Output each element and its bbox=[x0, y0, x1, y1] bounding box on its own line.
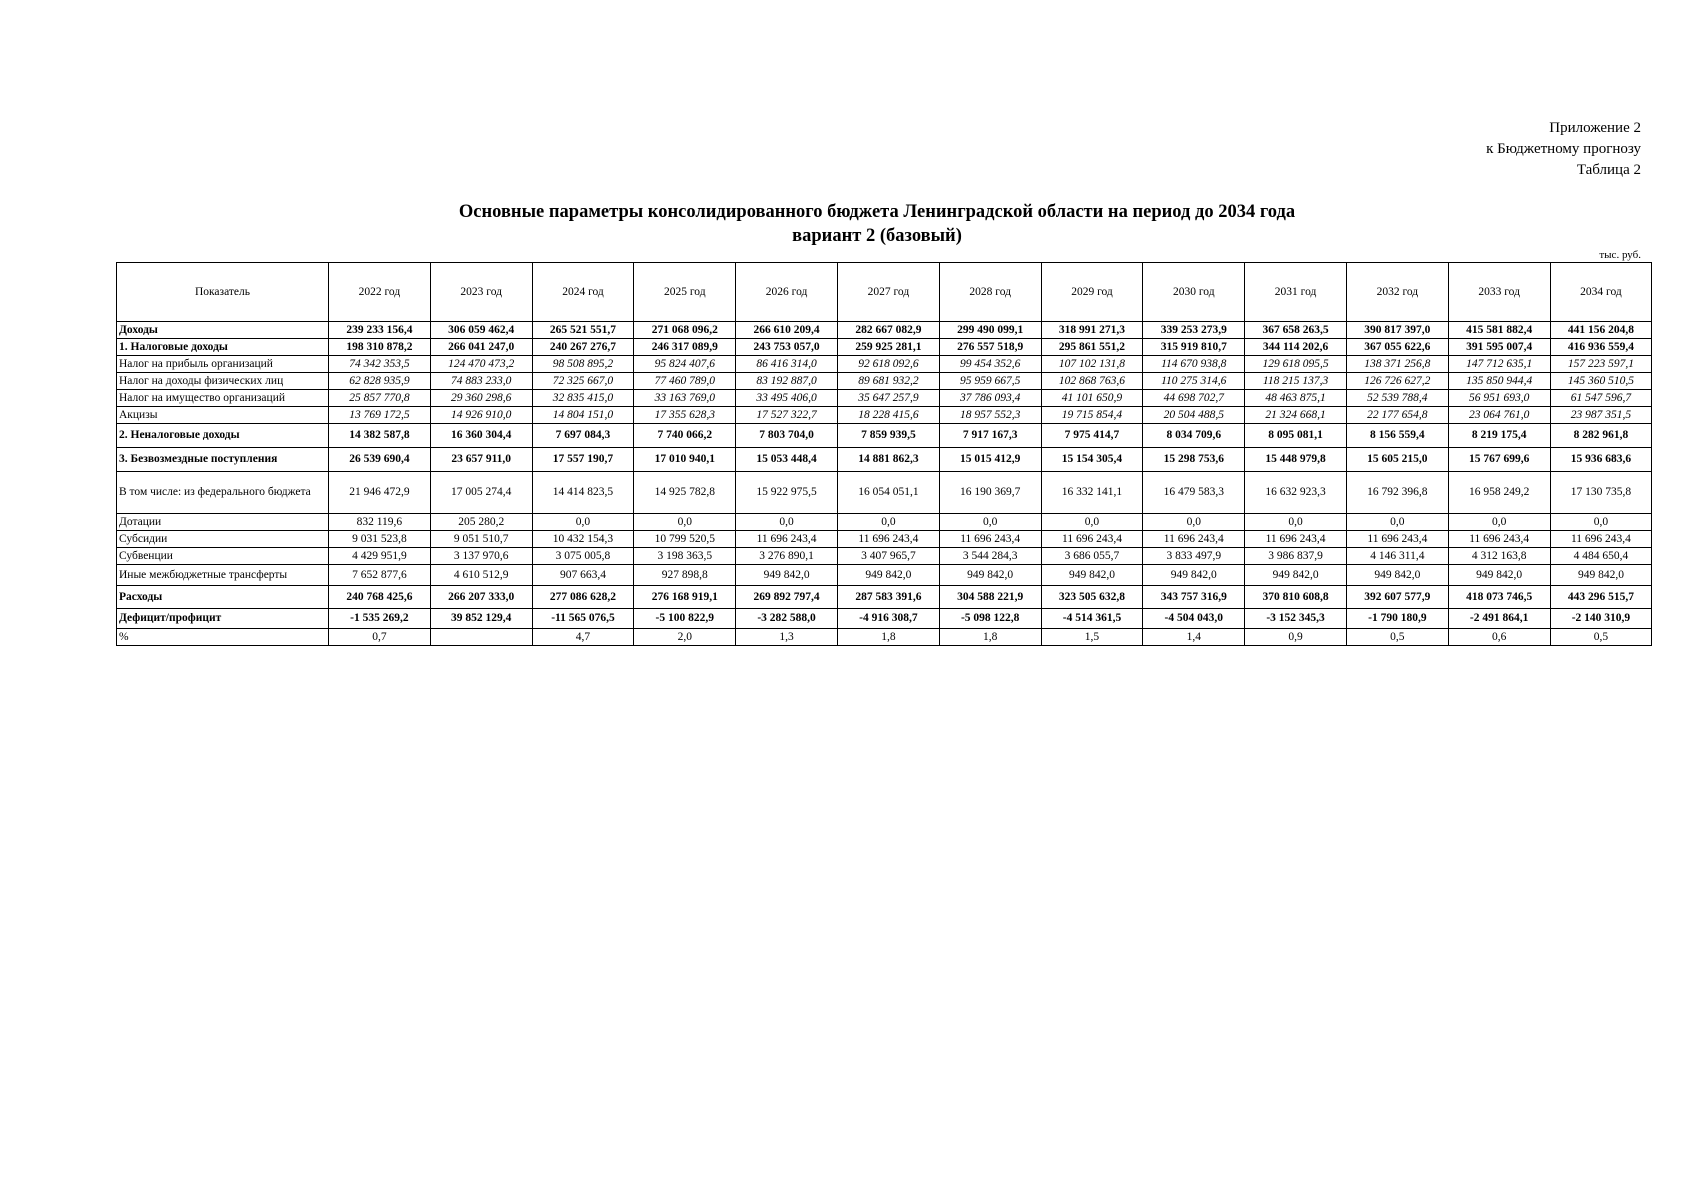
table-cell: -2 491 864,1 bbox=[1448, 609, 1550, 629]
table-cell: 16 360 304,4 bbox=[430, 424, 532, 448]
table-cell: 0,0 bbox=[1041, 514, 1143, 531]
table-cell: 907 663,4 bbox=[532, 565, 634, 586]
table-cell: 0,0 bbox=[837, 514, 939, 531]
table-cell: 8 034 709,6 bbox=[1143, 424, 1245, 448]
table-cell: 92 618 092,6 bbox=[837, 356, 939, 373]
table-cell: 8 219 175,4 bbox=[1448, 424, 1550, 448]
table-cell: 15 605 215,0 bbox=[1346, 448, 1448, 472]
table-cell: 4 484 650,4 bbox=[1550, 548, 1652, 565]
table-cell: 124 470 473,2 bbox=[430, 356, 532, 373]
table-row bbox=[117, 586, 1652, 609]
table-cell: 339 253 273,9 bbox=[1143, 322, 1245, 339]
table-cell: 0,0 bbox=[1550, 514, 1652, 531]
table-cell: 7 917 167,3 bbox=[939, 424, 1041, 448]
table-cell: 927 898,8 bbox=[634, 565, 736, 586]
table-cell: 56 951 693,0 bbox=[1448, 390, 1550, 407]
table-cell: 0,9 bbox=[1245, 629, 1347, 646]
table-cell: 271 068 096,2 bbox=[634, 322, 736, 339]
table-cell: 114 670 938,8 bbox=[1143, 356, 1245, 373]
table-cell: 11 696 243,4 bbox=[1143, 531, 1245, 548]
table-cell: 107 102 131,8 bbox=[1041, 356, 1143, 373]
table-cell: -11 565 076,5 bbox=[532, 609, 634, 629]
table-cell: -4 514 361,5 bbox=[1041, 609, 1143, 629]
table-cell: 4 312 163,8 bbox=[1448, 548, 1550, 565]
table-cell: 135 850 944,4 bbox=[1448, 373, 1550, 390]
table-cell: 33 163 769,0 bbox=[634, 390, 736, 407]
table-cell: -2 140 310,9 bbox=[1550, 609, 1652, 629]
table-cell: 304 588 221,9 bbox=[939, 586, 1041, 609]
table-cell: 4 146 311,4 bbox=[1346, 548, 1448, 565]
column-header-year: 2027 год bbox=[837, 263, 939, 322]
row-label: Субвенции bbox=[117, 548, 329, 565]
table-cell: 4 610 512,9 bbox=[430, 565, 532, 586]
column-header-year: 2026 год bbox=[736, 263, 838, 322]
table-cell: 7 975 414,7 bbox=[1041, 424, 1143, 448]
table-cell: 949 842,0 bbox=[1550, 565, 1652, 586]
column-header-year: 2032 год bbox=[1346, 263, 1448, 322]
table-cell: 52 539 788,4 bbox=[1346, 390, 1448, 407]
table-cell: 41 101 650,9 bbox=[1041, 390, 1143, 407]
table-cell: 17 527 322,7 bbox=[736, 407, 838, 424]
table-cell: 4,7 bbox=[532, 629, 634, 646]
table-cell: 269 892 797,4 bbox=[736, 586, 838, 609]
table-cell: 10 799 520,5 bbox=[634, 531, 736, 548]
table-cell: 198 310 878,2 bbox=[329, 339, 431, 356]
table-cell: 17 010 940,1 bbox=[634, 448, 736, 472]
column-header-year: 2034 год bbox=[1550, 263, 1652, 322]
title-line: Основные параметры консолидированного бюджета Ленинградской области на период до 2034 года bbox=[458, 202, 1296, 222]
title-line: вариант 2 (базовый) bbox=[792, 226, 962, 246]
table-cell: 1,5 bbox=[1041, 629, 1143, 646]
table-row bbox=[117, 472, 1652, 514]
row-label: % bbox=[117, 629, 329, 646]
table-cell: 416 936 559,4 bbox=[1550, 339, 1652, 356]
table-cell: 74 883 233,0 bbox=[430, 373, 532, 390]
table-cell: 0,0 bbox=[1143, 514, 1245, 531]
row-label: Налог на прибыль организаций bbox=[117, 356, 329, 373]
table-cell: 26 539 690,4 bbox=[329, 448, 431, 472]
table-cell: 3 686 055,7 bbox=[1041, 548, 1143, 565]
table-cell: 949 842,0 bbox=[1346, 565, 1448, 586]
table-cell: 8 156 559,4 bbox=[1346, 424, 1448, 448]
column-header-year: 2024 год bbox=[532, 263, 634, 322]
table-cell: 240 768 425,6 bbox=[329, 586, 431, 609]
table-cell: 44 698 702,7 bbox=[1143, 390, 1245, 407]
table-cell: 3 986 837,9 bbox=[1245, 548, 1347, 565]
table-cell: 265 521 551,7 bbox=[532, 322, 634, 339]
table-cell: 15 767 699,6 bbox=[1448, 448, 1550, 472]
row-label: Иные межбюджетные трансферты bbox=[117, 565, 329, 586]
table-cell: 33 495 406,0 bbox=[736, 390, 838, 407]
table-cell: 4 429 951,9 bbox=[329, 548, 431, 565]
table-header-row bbox=[117, 263, 1652, 322]
table-cell bbox=[430, 629, 532, 646]
table-cell: 14 881 862,3 bbox=[837, 448, 939, 472]
table-cell: 1,8 bbox=[939, 629, 1041, 646]
table-cell: 7 859 939,5 bbox=[837, 424, 939, 448]
table-cell: 0,0 bbox=[1346, 514, 1448, 531]
column-header-year: 2033 год bbox=[1448, 263, 1550, 322]
table-cell: 10 432 154,3 bbox=[532, 531, 634, 548]
table-cell: 205 280,2 bbox=[430, 514, 532, 531]
table-cell: 23 987 351,5 bbox=[1550, 407, 1652, 424]
table-cell: 35 647 257,9 bbox=[837, 390, 939, 407]
table-row bbox=[117, 322, 1652, 339]
table-cell: 39 852 129,4 bbox=[430, 609, 532, 629]
table-cell: -3 152 345,3 bbox=[1245, 609, 1347, 629]
table-cell: -5 100 822,9 bbox=[634, 609, 736, 629]
table-cell: 344 114 202,6 bbox=[1245, 339, 1347, 356]
table-cell: 3 407 965,7 bbox=[837, 548, 939, 565]
appendix-line: Приложение 2 bbox=[1549, 120, 1641, 136]
table-cell: 299 490 099,1 bbox=[939, 322, 1041, 339]
table-cell: 949 842,0 bbox=[1041, 565, 1143, 586]
table-cell: 29 360 298,6 bbox=[430, 390, 532, 407]
table-row bbox=[117, 609, 1652, 629]
table-cell: 15 154 305,4 bbox=[1041, 448, 1143, 472]
table-cell: 287 583 391,6 bbox=[837, 586, 939, 609]
row-label: В том числе: из федерального бюджета bbox=[117, 472, 329, 514]
table-cell: -4 504 043,0 bbox=[1143, 609, 1245, 629]
table-cell: 949 842,0 bbox=[1143, 565, 1245, 586]
table-cell: 89 681 932,2 bbox=[837, 373, 939, 390]
table-row bbox=[117, 565, 1652, 586]
row-label: Налог на доходы физических лиц bbox=[117, 373, 329, 390]
table-cell: 949 842,0 bbox=[939, 565, 1041, 586]
table-cell: 18 957 552,3 bbox=[939, 407, 1041, 424]
table-cell: 9 031 523,8 bbox=[329, 531, 431, 548]
table-cell: 11 696 243,4 bbox=[837, 531, 939, 548]
table-cell: 13 769 172,5 bbox=[329, 407, 431, 424]
table-cell: 441 156 204,8 bbox=[1550, 322, 1652, 339]
table-cell: 11 696 243,4 bbox=[736, 531, 838, 548]
table-cell: 110 275 314,6 bbox=[1143, 373, 1245, 390]
table-cell: 392 607 577,9 bbox=[1346, 586, 1448, 609]
table-cell: 11 696 243,4 bbox=[1346, 531, 1448, 548]
table-cell: 239 233 156,4 bbox=[329, 322, 431, 339]
column-header-year: 2022 год bbox=[329, 263, 431, 322]
table-cell: 19 715 854,4 bbox=[1041, 407, 1143, 424]
table-row bbox=[117, 548, 1652, 565]
table-cell: 367 055 622,6 bbox=[1346, 339, 1448, 356]
row-label: Дефицит/профицит bbox=[117, 609, 329, 629]
table-cell: 246 317 089,9 bbox=[634, 339, 736, 356]
table-cell: 418 073 746,5 bbox=[1448, 586, 1550, 609]
table-cell: 99 454 352,6 bbox=[939, 356, 1041, 373]
table-cell: 391 595 007,4 bbox=[1448, 339, 1550, 356]
table-cell: 949 842,0 bbox=[837, 565, 939, 586]
table-cell: 3 833 497,9 bbox=[1143, 548, 1245, 565]
table-cell: 3 544 284,3 bbox=[939, 548, 1041, 565]
table-cell: 0,6 bbox=[1448, 629, 1550, 646]
table-cell: 16 479 583,3 bbox=[1143, 472, 1245, 514]
table-cell: 15 922 975,5 bbox=[736, 472, 838, 514]
table-row bbox=[117, 514, 1652, 531]
table-cell: 37 786 093,4 bbox=[939, 390, 1041, 407]
table-cell: 14 804 151,0 bbox=[532, 407, 634, 424]
table-cell: 949 842,0 bbox=[736, 565, 838, 586]
table-cell: 306 059 462,4 bbox=[430, 322, 532, 339]
table-cell: 7 652 877,6 bbox=[329, 565, 431, 586]
table-cell: 157 223 597,1 bbox=[1550, 356, 1652, 373]
table-cell: 145 360 510,5 bbox=[1550, 373, 1652, 390]
table-row bbox=[117, 424, 1652, 448]
table-cell: 0,0 bbox=[1245, 514, 1347, 531]
table-row bbox=[117, 629, 1652, 646]
table-row bbox=[117, 448, 1652, 472]
table-row bbox=[117, 373, 1652, 390]
table-cell: 16 792 396,8 bbox=[1346, 472, 1448, 514]
column-header-year: 2030 год bbox=[1143, 263, 1245, 322]
row-label: Дотации bbox=[117, 514, 329, 531]
budget-table bbox=[116, 262, 1652, 646]
table-cell: 74 342 353,5 bbox=[329, 356, 431, 373]
table-cell: 102 868 763,6 bbox=[1041, 373, 1143, 390]
row-label: 3. Безвозмездные поступления bbox=[117, 448, 329, 472]
table-cell: 14 925 782,8 bbox=[634, 472, 736, 514]
table-cell: 415 581 882,4 bbox=[1448, 322, 1550, 339]
column-header-year: 2031 год bbox=[1245, 263, 1347, 322]
table-cell: 1,4 bbox=[1143, 629, 1245, 646]
table-cell: -4 916 308,7 bbox=[837, 609, 939, 629]
table-cell: 83 192 887,0 bbox=[736, 373, 838, 390]
table-cell: 17 130 735,8 bbox=[1550, 472, 1652, 514]
table-cell: 16 190 369,7 bbox=[939, 472, 1041, 514]
table-cell: 16 332 141,1 bbox=[1041, 472, 1143, 514]
column-header-indicator: Показатель bbox=[117, 263, 329, 322]
table-cell: 276 168 919,1 bbox=[634, 586, 736, 609]
table-cell: 295 861 551,2 bbox=[1041, 339, 1143, 356]
table-row bbox=[117, 407, 1652, 424]
table-row bbox=[117, 390, 1652, 407]
appendix-note bbox=[1486, 118, 1641, 181]
table-cell: 367 658 263,5 bbox=[1245, 322, 1347, 339]
table-cell: 323 505 632,8 bbox=[1041, 586, 1143, 609]
table-cell: 949 842,0 bbox=[1245, 565, 1347, 586]
table-cell: 3 137 970,6 bbox=[430, 548, 532, 565]
table-cell: -1 790 180,9 bbox=[1346, 609, 1448, 629]
row-label: 1. Налоговые доходы bbox=[117, 339, 329, 356]
table-cell: 277 086 628,2 bbox=[532, 586, 634, 609]
table-cell: 32 835 415,0 bbox=[532, 390, 634, 407]
row-label: Доходы bbox=[117, 322, 329, 339]
table-cell: -3 282 588,0 bbox=[736, 609, 838, 629]
table-row bbox=[117, 356, 1652, 373]
table-cell: 22 177 654,8 bbox=[1346, 407, 1448, 424]
table-cell: 8 282 961,8 bbox=[1550, 424, 1652, 448]
table-row bbox=[117, 531, 1652, 548]
table-cell: 240 267 276,7 bbox=[532, 339, 634, 356]
table-cell: 23 657 911,0 bbox=[430, 448, 532, 472]
table-cell: 2,0 bbox=[634, 629, 736, 646]
table-cell: 0,7 bbox=[329, 629, 431, 646]
table-cell: 0,0 bbox=[532, 514, 634, 531]
table-cell: 25 857 770,8 bbox=[329, 390, 431, 407]
table-cell: 129 618 095,5 bbox=[1245, 356, 1347, 373]
table-cell: 17 355 628,3 bbox=[634, 407, 736, 424]
table-cell: 15 936 683,6 bbox=[1550, 448, 1652, 472]
table-cell: 23 064 761,0 bbox=[1448, 407, 1550, 424]
table-cell: 138 371 256,8 bbox=[1346, 356, 1448, 373]
document-title bbox=[0, 200, 1697, 248]
row-label: 2. Неналоговые доходы bbox=[117, 424, 329, 448]
table-cell: 14 926 910,0 bbox=[430, 407, 532, 424]
units-label: тыс. руб. bbox=[1599, 249, 1641, 261]
table-cell: 318 991 271,3 bbox=[1041, 322, 1143, 339]
table-cell: 15 053 448,4 bbox=[736, 448, 838, 472]
table-cell: 8 095 081,1 bbox=[1245, 424, 1347, 448]
table-cell: 14 414 823,5 bbox=[532, 472, 634, 514]
table-cell: 11 696 243,4 bbox=[1245, 531, 1347, 548]
table-cell: 390 817 397,0 bbox=[1346, 322, 1448, 339]
row-label: Расходы bbox=[117, 586, 329, 609]
table-cell: 1,3 bbox=[736, 629, 838, 646]
table-cell: 949 842,0 bbox=[1448, 565, 1550, 586]
table-cell: 370 810 608,8 bbox=[1245, 586, 1347, 609]
table-cell: 0,0 bbox=[634, 514, 736, 531]
table-cell: 72 325 667,0 bbox=[532, 373, 634, 390]
table-cell: 7 803 704,0 bbox=[736, 424, 838, 448]
table-cell: 3 198 363,5 bbox=[634, 548, 736, 565]
column-header-year: 2023 год bbox=[430, 263, 532, 322]
table-cell: 11 696 243,4 bbox=[939, 531, 1041, 548]
appendix-line: Таблица 2 bbox=[1576, 162, 1641, 178]
table-cell: 11 696 243,4 bbox=[1448, 531, 1550, 548]
table-cell: 21 324 668,1 bbox=[1245, 407, 1347, 424]
table-cell: 77 460 789,0 bbox=[634, 373, 736, 390]
row-label: Налог на имущество организаций bbox=[117, 390, 329, 407]
table-cell: 315 919 810,7 bbox=[1143, 339, 1245, 356]
table-cell: 14 382 587,8 bbox=[329, 424, 431, 448]
table-cell: 20 504 488,5 bbox=[1143, 407, 1245, 424]
row-label: Акцизы bbox=[117, 407, 329, 424]
table-cell: 282 667 082,9 bbox=[837, 322, 939, 339]
table-cell: 3 276 890,1 bbox=[736, 548, 838, 565]
table-cell: 443 296 515,7 bbox=[1550, 586, 1652, 609]
table-cell: 21 946 472,9 bbox=[329, 472, 431, 514]
table-cell: 17 005 274,4 bbox=[430, 472, 532, 514]
table-cell: -1 535 269,2 bbox=[329, 609, 431, 629]
table-cell: 1,8 bbox=[837, 629, 939, 646]
table-cell: 18 228 415,6 bbox=[837, 407, 939, 424]
table-cell: 0,0 bbox=[939, 514, 1041, 531]
table-row bbox=[117, 339, 1652, 356]
table-cell: 15 015 412,9 bbox=[939, 448, 1041, 472]
table-cell: 48 463 875,1 bbox=[1245, 390, 1347, 407]
table-cell: 0,0 bbox=[1448, 514, 1550, 531]
table-cell: 9 051 510,7 bbox=[430, 531, 532, 548]
table-cell: 266 207 333,0 bbox=[430, 586, 532, 609]
column-header-year: 2029 год bbox=[1041, 263, 1143, 322]
appendix-line: к Бюджетному прогнозу bbox=[1486, 141, 1641, 157]
table-cell: 266 610 209,4 bbox=[736, 322, 838, 339]
table-cell: 95 959 667,5 bbox=[939, 373, 1041, 390]
column-header-year: 2025 год bbox=[634, 263, 736, 322]
row-label: Субсидии bbox=[117, 531, 329, 548]
table-cell: -5 098 122,8 bbox=[939, 609, 1041, 629]
table-cell: 259 925 281,1 bbox=[837, 339, 939, 356]
table-cell: 266 041 247,0 bbox=[430, 339, 532, 356]
table-cell: 98 508 895,2 bbox=[532, 356, 634, 373]
table-cell: 95 824 407,6 bbox=[634, 356, 736, 373]
table-cell: 16 054 051,1 bbox=[837, 472, 939, 514]
table-cell: 3 075 005,8 bbox=[532, 548, 634, 565]
table-cell: 16 958 249,2 bbox=[1448, 472, 1550, 514]
table-cell: 11 696 243,4 bbox=[1550, 531, 1652, 548]
table-cell: 343 757 316,9 bbox=[1143, 586, 1245, 609]
table-cell: 276 557 518,9 bbox=[939, 339, 1041, 356]
table-cell: 62 828 935,9 bbox=[329, 373, 431, 390]
table-cell: 16 632 923,3 bbox=[1245, 472, 1347, 514]
table-cell: 86 416 314,0 bbox=[736, 356, 838, 373]
table-cell: 126 726 627,2 bbox=[1346, 373, 1448, 390]
table-cell: 243 753 057,0 bbox=[736, 339, 838, 356]
table-cell: 832 119,6 bbox=[329, 514, 431, 531]
table-cell: 61 547 596,7 bbox=[1550, 390, 1652, 407]
column-header-year: 2028 год bbox=[939, 263, 1041, 322]
table-cell: 11 696 243,4 bbox=[1041, 531, 1143, 548]
table-cell: 15 448 979,8 bbox=[1245, 448, 1347, 472]
table-cell: 7 740 066,2 bbox=[634, 424, 736, 448]
table-cell: 7 697 084,3 bbox=[532, 424, 634, 448]
table-cell: 15 298 753,6 bbox=[1143, 448, 1245, 472]
table-cell: 0,5 bbox=[1346, 629, 1448, 646]
table-cell: 147 712 635,1 bbox=[1448, 356, 1550, 373]
table-cell: 118 215 137,3 bbox=[1245, 373, 1347, 390]
table-cell: 17 557 190,7 bbox=[532, 448, 634, 472]
table-cell: 0,0 bbox=[736, 514, 838, 531]
table-cell: 0,5 bbox=[1550, 629, 1652, 646]
